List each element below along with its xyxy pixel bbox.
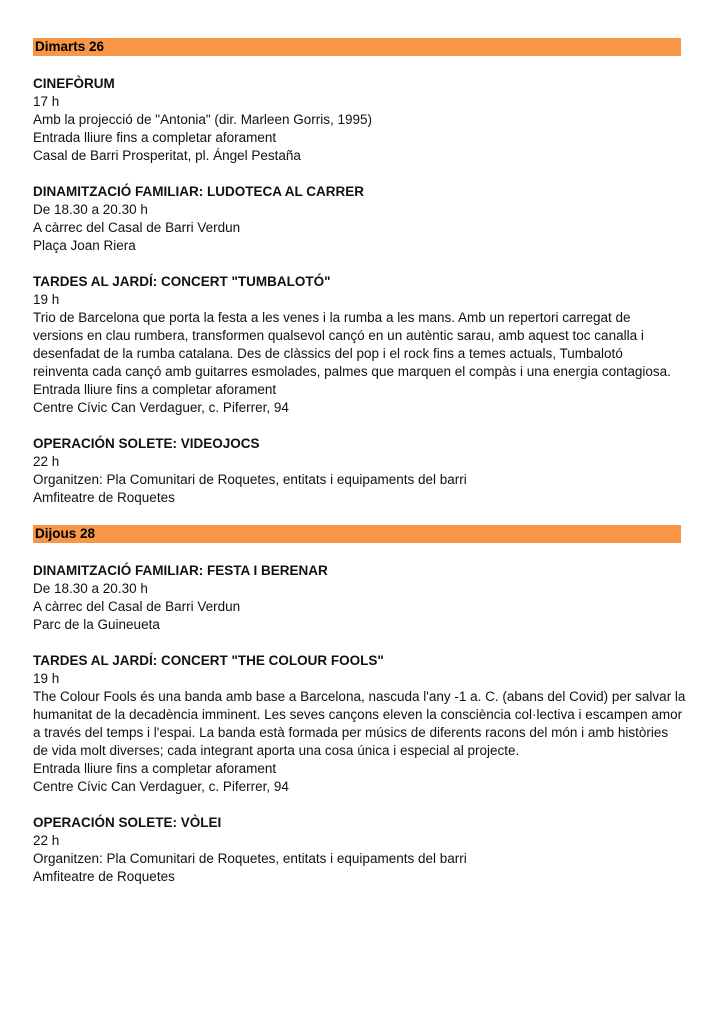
event-info: Entrada lliure fins a completar aforament (33, 761, 277, 776)
event-title: OPERACIÓN SOLETE: VIDEOJOCS (33, 436, 260, 451)
event-description (33, 309, 681, 381)
description-line: Trio de Barcelona que porta la festa a les venes i la rumba a les mans. Amb un repertori carregat de (33, 310, 631, 325)
event-title: DINAMITZACIÓ FAMILIAR: FESTA I BERENAR (33, 563, 328, 578)
event-title: DINAMITZACIÓ FAMILIAR: LUDOTECA AL CARRER (33, 184, 364, 199)
event-info: Entrada lliure fins a completar aforament (33, 382, 277, 397)
event-location: Amfiteatre de Roquetes (33, 490, 175, 505)
event-description (33, 688, 686, 760)
event-volei (33, 814, 681, 886)
event-title: CINEFÒRUM (33, 76, 115, 91)
event-location: Parc de la Guineueta (33, 617, 160, 632)
event-ludoteca (33, 183, 681, 255)
event-time: De 18.30 a 20.30 h (33, 202, 148, 217)
event-title: TARDES AL JARDÍ: CONCERT "THE COLOUR FOOLS" (33, 653, 384, 668)
day-header: Dimarts 26 (33, 38, 681, 56)
event-info: A càrrec del Casal de Barri Verdun (33, 599, 241, 614)
event-info: Organitzen: Pla Comunitari de Roquetes, entitats i equipaments del barri (33, 472, 467, 487)
description-line: a través del temps i l'espai. La banda està formada per músics de diferents racons del món i amb històries (33, 725, 669, 740)
event-time: 19 h (33, 292, 60, 307)
event-concert-colour-fools (33, 652, 686, 796)
event-list (33, 543, 686, 886)
day-section-dijous (33, 525, 686, 886)
event-location: Centre Cívic Can Verdaguer, c. Piferrer, 94 (33, 779, 289, 794)
event-location: Casal de Barri Prosperitat, pl. Ángel Pestaña (33, 148, 301, 163)
event-cineforum (33, 75, 681, 165)
event-time: 22 h (33, 454, 60, 469)
event-info: Entrada lliure fins a completar aforament (33, 130, 277, 145)
event-videojocs (33, 435, 681, 507)
description-line: reinventa cada cançó amb guitarres esmolades, palmes que marquen el compàs i una energia contagiosa. (33, 364, 671, 379)
description-line: humanitat de la decadència imminent. Les seves cançons eleven la consciència col·lectiva i escampen amor (33, 707, 683, 722)
event-info: Amb la projecció de "Antonia" (dir. Marleen Gorris, 1995) (33, 112, 372, 127)
event-time: 22 h (33, 833, 60, 848)
description-line: The Colour Fools és una banda amb base a Barcelona, nascuda l'any -1 a. C. (abans del Covid) per salvar la (33, 689, 686, 704)
day-header: Dijous 28 (33, 525, 681, 543)
agenda-page (33, 38, 686, 904)
event-title: TARDES AL JARDÍ: CONCERT "TUMBALOTÓ" (33, 274, 331, 289)
description-line: versions en clau rumbera, transformen qualsevol cançó en un autèntic sarau, amb aquest toc canalla i (33, 328, 644, 343)
event-location: Amfiteatre de Roquetes (33, 869, 175, 884)
event-info: A càrrec del Casal de Barri Verdun (33, 220, 241, 235)
event-title: OPERACIÓN SOLETE: VÒLEI (33, 815, 222, 830)
description-line: desenfadat de la rumba catalana. Des de clàssics del pop i el rock fins a temes actuals, Tumbalotó (33, 346, 623, 361)
day-section-dimarts (33, 38, 681, 507)
event-concert-tumbaloto (33, 273, 681, 417)
description-line: de vida molt diverses; cada integrant aporta una cosa única i especial al projecte. (33, 743, 520, 758)
event-location: Centre Cívic Can Verdaguer, c. Piferrer, 94 (33, 400, 289, 415)
event-time: De 18.30 a 20.30 h (33, 581, 148, 596)
event-list (33, 56, 681, 507)
event-time: 19 h (33, 671, 60, 686)
event-festa-berenar (33, 562, 681, 634)
event-info: Organitzen: Pla Comunitari de Roquetes, entitats i equipaments del barri (33, 851, 467, 866)
event-time: 17 h (33, 94, 60, 109)
event-location: Plaça Joan Riera (33, 238, 136, 253)
